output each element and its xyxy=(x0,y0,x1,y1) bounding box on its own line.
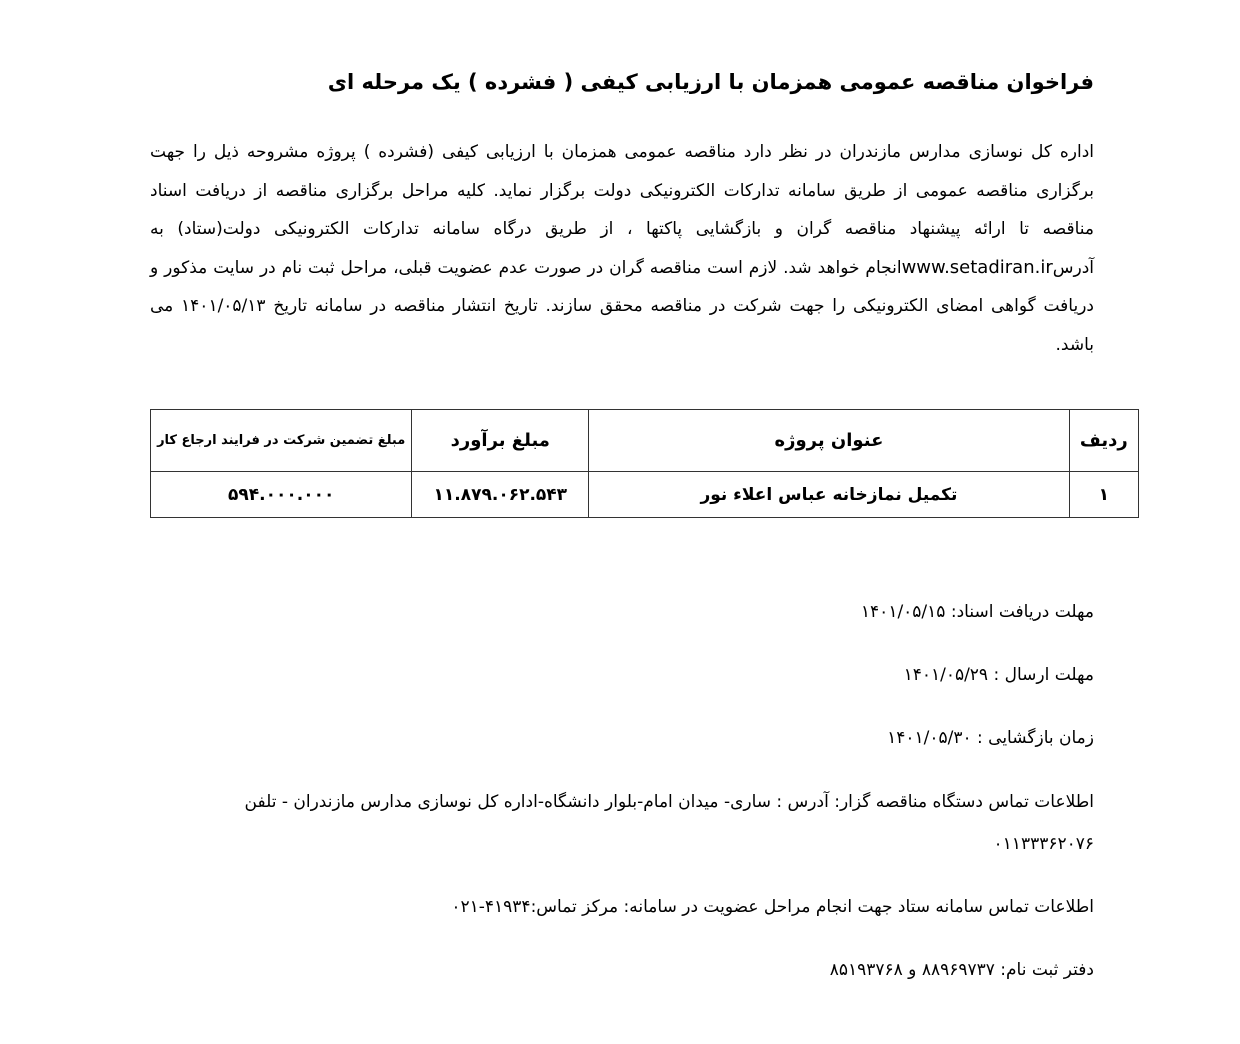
header-row-number: ردیف xyxy=(1069,410,1138,472)
setad-website-link[interactable]: www.setadiran.ir xyxy=(901,256,1053,278)
header-project-title: عنوان پروژه xyxy=(589,410,1069,472)
cell-row-number: ۱ xyxy=(1069,472,1138,518)
setad-contact-info: اطلاعات تماس سامانه ستاد جهت انجام مراحل عضویت در سامانه: مرکز تماس:۴۱۹۳۴-۰۲۱ xyxy=(451,897,1094,917)
table-row xyxy=(151,472,1139,518)
intro-paragraph xyxy=(150,133,1094,365)
cell-project-title: تکمیل نمازخانه عباس اعلاء نور xyxy=(589,472,1069,518)
opening-time: زمان بازگشایی : ۱۴۰۱/۰۵/۳۰ xyxy=(887,728,1094,748)
header-guarantee-amount: مبلغ تضمین شرکت در فرایند ارجاع کار xyxy=(151,410,412,472)
projects-table-container xyxy=(150,409,1139,518)
deadline-submission: مهلت ارسال : ۱۴۰۱/۰۵/۲۹ xyxy=(903,665,1094,685)
intro-text-before-site: اداره کل نوسازی مدارس مازندران در نظر دارد مناقصه عمومی همزمان با ارزیابی کیفی (فشرده ) پروژه مشروحه ذیل را جهت برگزاری مناقصه عمومی از طریق سامانه تدارکات الکترونیکی دولت برگزار نماید. کلیه مراحل برگزاری مناقصه از دریافت اسناد مناقصه تا ارائه پیشنهاد مناقصه گران و بازگشایی پاکتها ، از طریق درگاه سامانه تدارکات الکترونیکی دولت(ستاد) به آدرس xyxy=(150,142,1094,278)
header-estimate-amount: مبلغ برآورد xyxy=(412,410,589,472)
intro-text-after-site: انجام خواهد شد. لازم است مناقصه گران در صورت عدم عضویت قبلی، مراحل ثبت نام در سایت مذکور و دریافت گواهی امضای الکترونیکی را جهت شرکت در مناقصه محقق سازند. تاریخ انتشار مناقصه در سامانه تاریخ ۱۴۰۱/۰۵/۱۳ می باشد. xyxy=(150,257,1094,355)
table-header-row xyxy=(151,410,1139,472)
projects-table xyxy=(150,409,1139,518)
registration-office-phones: دفتر ثبت نام: ۸۸۹۶۹۷۳۷ و ۸۵۱۹۳۷۶۸ xyxy=(829,960,1094,980)
cell-guarantee-amount: ۵۹۴.۰۰۰.۰۰۰ xyxy=(151,472,412,518)
page-title: فراخوان مناقصه عمومی همزمان با ارزیابی کیفی ( فشرده ) یک مرحله ای xyxy=(327,70,1094,94)
organizer-contact-info: اطلاعات تماس دستگاه مناقصه گزار: آدرس : ساری- میدان امام-بلوار دانشگاه-اداره کل نوسازی مدارس مازندران - تلفن ۰۱۱۳۳۳۶۲۰۷۶ xyxy=(244,792,1094,854)
cell-estimate-amount: ۱۱.۸۷۹.۰۶۲.۵۴۳ xyxy=(412,472,589,518)
deadline-receive-documents: مهلت دریافت اسناد: ۱۴۰۱/۰۵/۱۵ xyxy=(860,602,1094,622)
